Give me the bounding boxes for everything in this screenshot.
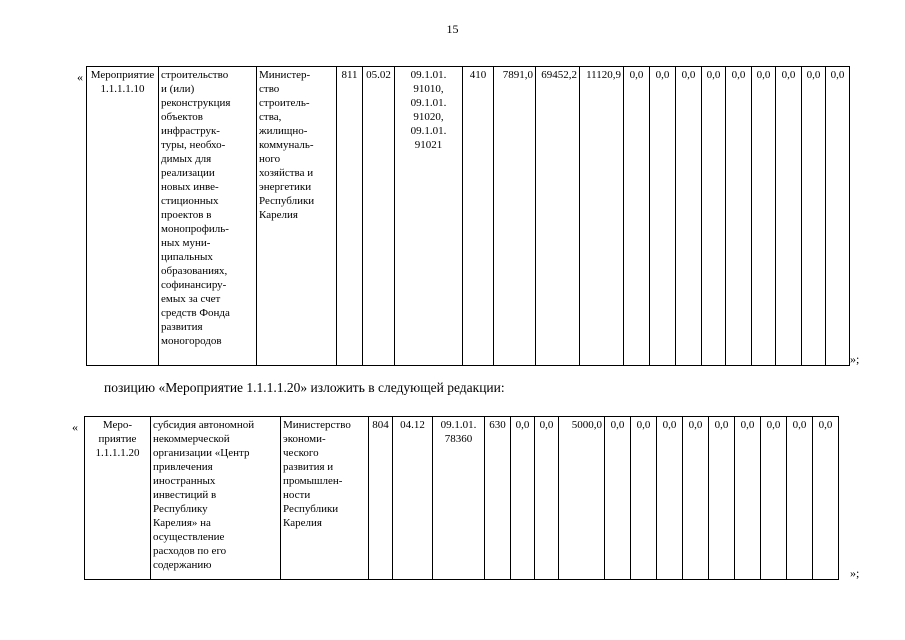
value-cell: 0,0 bbox=[787, 417, 813, 580]
value-cell: 0,0 bbox=[535, 417, 559, 580]
measure-description: субсидия автономной некоммерческой организации «Центр привлечения иностранных инвестиций в Республику Карелия» на осуществление расходов по его содержанию bbox=[151, 417, 281, 580]
value-cell: 0,0 bbox=[657, 417, 683, 580]
vr-code: 410 bbox=[463, 67, 494, 366]
page-number: 15 bbox=[446, 22, 459, 36]
close-quote-2: »; bbox=[850, 566, 860, 580]
value-cell: 0,0 bbox=[735, 417, 761, 580]
value-cell: 11120,9 bbox=[580, 67, 624, 366]
table-row bbox=[87, 67, 850, 366]
value-cell: 0,0 bbox=[683, 417, 709, 580]
measure-name: Мероприятие 1.1.1.1.10 bbox=[87, 67, 159, 366]
value-cell: 0,0 bbox=[726, 67, 752, 366]
value-cell: 7891,0 bbox=[494, 67, 536, 366]
measure-executor: Министер- ство строитель- ства, жилищно- коммуналь- ного хозяйства и энергетики Республики Карелия bbox=[257, 67, 337, 366]
value-cell: 0,0 bbox=[676, 67, 702, 366]
table-measure-1.1.1.1.10 bbox=[86, 66, 850, 366]
open-quote-2: « bbox=[72, 420, 78, 434]
value-cell: 0,0 bbox=[761, 417, 787, 580]
value-cell: 0,0 bbox=[605, 417, 631, 580]
value-cell: 0,0 bbox=[826, 67, 850, 366]
value-cell: 69452,2 bbox=[536, 67, 580, 366]
value-cell: 0,0 bbox=[624, 67, 650, 366]
rzpr-code: 05.02 bbox=[363, 67, 395, 366]
value-cell: 0,0 bbox=[813, 417, 839, 580]
csr-code: 09.1.01. 91010, 09.1.01. 91020, 09.1.01. 91021 bbox=[395, 67, 463, 366]
vr-code: 630 bbox=[485, 417, 511, 580]
csr-code: 09.1.01. 78360 bbox=[433, 417, 485, 580]
value-cell: 5000,0 bbox=[559, 417, 605, 580]
close-quote-1: »; bbox=[850, 352, 860, 366]
value-cell: 0,0 bbox=[776, 67, 802, 366]
rzpr-code: 04.12 bbox=[393, 417, 433, 580]
measure-description: строительство и (или) реконструкция объектов инфраструк- туры, необхо- димых для реализации новых инве- стиционных проектов в монопрофиль- ных муни- ципальных образованиях, софинансиру- емых за счет средств Фонда развития моногородов bbox=[159, 67, 257, 366]
open-quote-1: « bbox=[77, 70, 83, 84]
value-cell: 0,0 bbox=[709, 417, 735, 580]
table-measure-1.1.1.1.20 bbox=[84, 416, 839, 580]
value-cell: 0,0 bbox=[650, 67, 676, 366]
value-cell: 0,0 bbox=[702, 67, 726, 366]
value-cell: 0,0 bbox=[631, 417, 657, 580]
measure-executor: Министерство экономи- ческого развития и промышлен- ности Республики Карелия bbox=[281, 417, 369, 580]
amendment-paragraph: позицию «Мероприятие 1.1.1.1.20» изложить в следующей редакции: bbox=[104, 380, 505, 395]
table-row bbox=[85, 417, 839, 580]
value-cell: 0,0 bbox=[511, 417, 535, 580]
measure-name: Меро- приятие 1.1.1.1.20 bbox=[85, 417, 151, 580]
value-cell: 0,0 bbox=[752, 67, 776, 366]
value-cell: 0,0 bbox=[802, 67, 826, 366]
grbs-code: 811 bbox=[337, 67, 363, 366]
grbs-code: 804 bbox=[369, 417, 393, 580]
